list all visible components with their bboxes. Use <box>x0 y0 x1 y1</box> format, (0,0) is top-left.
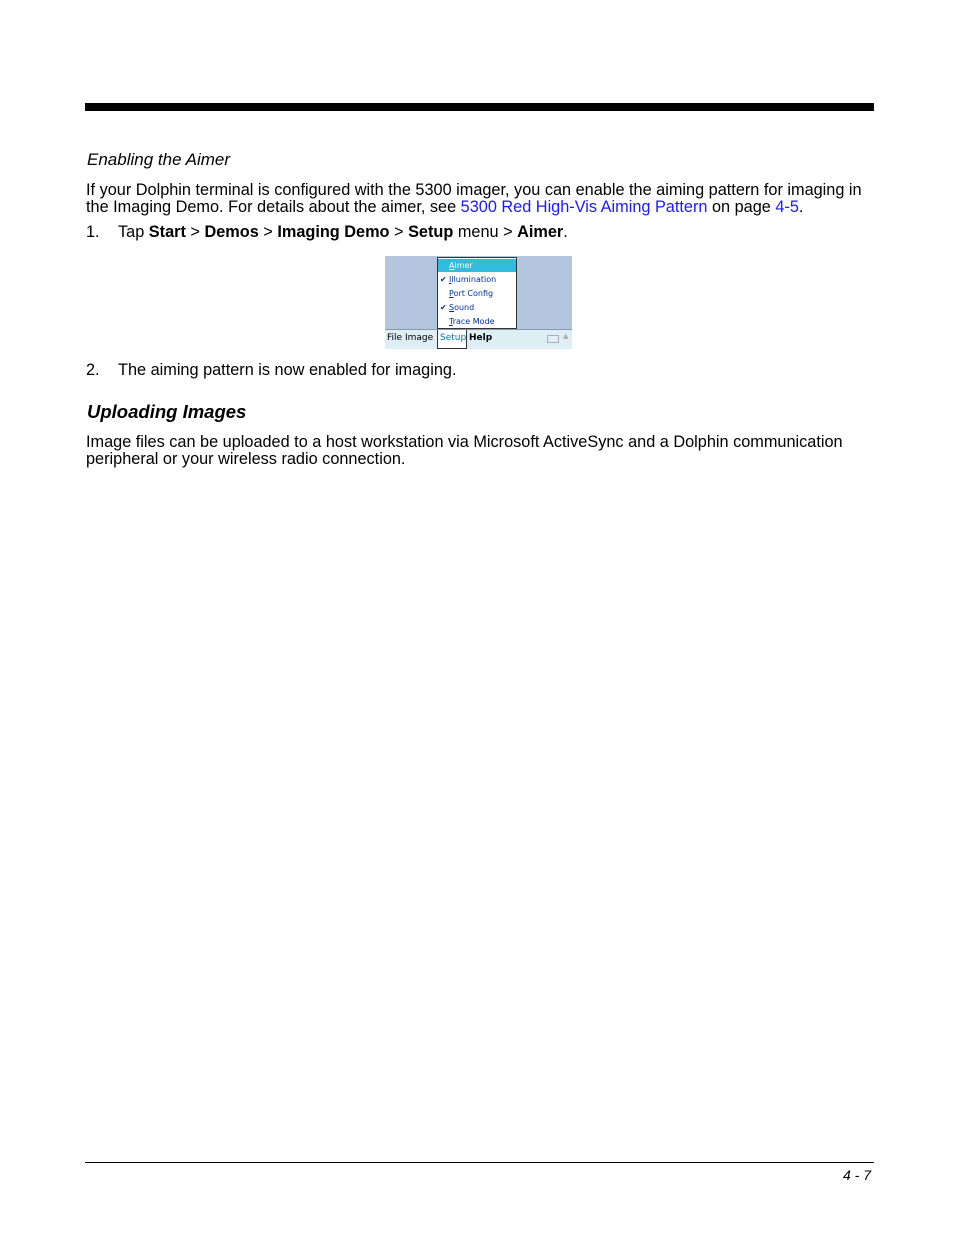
check-icon: ✔ <box>440 275 447 284</box>
intro-text-after: . <box>798 198 804 216</box>
section-title: Uploading Images <box>87 401 247 422</box>
accelerator-key: P <box>449 289 454 298</box>
intro-paragraph <box>86 182 876 216</box>
step-number: 2. <box>86 361 100 379</box>
start-label: Start <box>148 223 186 241</box>
menu-item-text: imer <box>454 261 473 270</box>
step-end: . <box>563 223 568 241</box>
app-menubar <box>385 329 572 349</box>
aimer-label: Aimer <box>517 223 564 241</box>
step-text: Tap <box>118 223 149 241</box>
menu-image[interactable]: Image <box>405 333 434 343</box>
menu-item-text: ort Config <box>453 289 494 298</box>
step-number: 1. <box>86 223 100 241</box>
setup-dropdown-menu <box>437 257 517 329</box>
setup-menu-screenshot <box>385 256 572 349</box>
separator: > <box>258 223 278 241</box>
page-number: 4 - 7 <box>842 1167 871 1183</box>
menu-item-label <box>449 259 473 272</box>
menu-item-port-config[interactable] <box>438 287 516 300</box>
page-ref-link[interactable]: 4-5 <box>775 198 799 216</box>
setup-label: Setup <box>408 223 454 241</box>
intro-text-before: If your Dolphin terminal is configured with the 5300 imager, you can enable the aiming pattern for imaging in the Imaging Demo. For details about the aimer, see <box>86 181 862 216</box>
menu-item-text: race Mode <box>452 317 495 326</box>
imaging-demo-label: Imaging Demo <box>277 223 390 241</box>
upload-paragraph: Image files can be uploaded to a host workstation via Microsoft ActiveSync and a Dolphin communication peripheral or your wireless radio connection. <box>86 433 843 468</box>
demos-label: Demos <box>204 223 259 241</box>
menu-item-illumination[interactable] <box>438 273 516 286</box>
menu-item-label <box>449 287 493 300</box>
menu-item-text: ound <box>454 303 475 312</box>
menu-item-text: llumination <box>451 275 497 284</box>
accelerator-key: T <box>449 317 453 326</box>
accelerator-key: S <box>449 303 455 312</box>
step-2 <box>86 361 456 380</box>
keyboard-icon[interactable] <box>547 335 559 343</box>
menu-item-sound[interactable] <box>438 301 516 314</box>
check-icon: ✔ <box>440 303 447 312</box>
top-rule <box>85 103 874 111</box>
menu-item-trace-mode[interactable] <box>438 315 516 328</box>
menu-item-aimer[interactable] <box>438 259 516 272</box>
separator: > <box>185 223 205 241</box>
menu-text: menu > <box>453 223 518 241</box>
menu-item-label <box>449 315 495 328</box>
separator: > <box>389 223 409 241</box>
subsection-title: Enabling the Aimer <box>87 150 231 169</box>
menu-setup[interactable]: Setup <box>437 330 467 349</box>
menu-file[interactable]: File <box>387 333 403 343</box>
menu-item-label <box>449 301 474 314</box>
step-1 <box>86 223 568 242</box>
menu-item-label <box>449 273 496 286</box>
accelerator-key: A <box>449 261 455 270</box>
aiming-pattern-link[interactable]: 5300 Red High-Vis Aiming Pattern <box>460 198 708 216</box>
intro-text-middle: on page <box>707 198 776 216</box>
arrow-up-icon[interactable]: ▲ <box>563 332 569 340</box>
step-text: The aiming pattern is now enabled for imaging. <box>118 361 457 379</box>
menu-help[interactable]: Help <box>469 333 493 343</box>
bottom-rule <box>85 1162 874 1163</box>
accelerator-key: I <box>449 275 452 284</box>
